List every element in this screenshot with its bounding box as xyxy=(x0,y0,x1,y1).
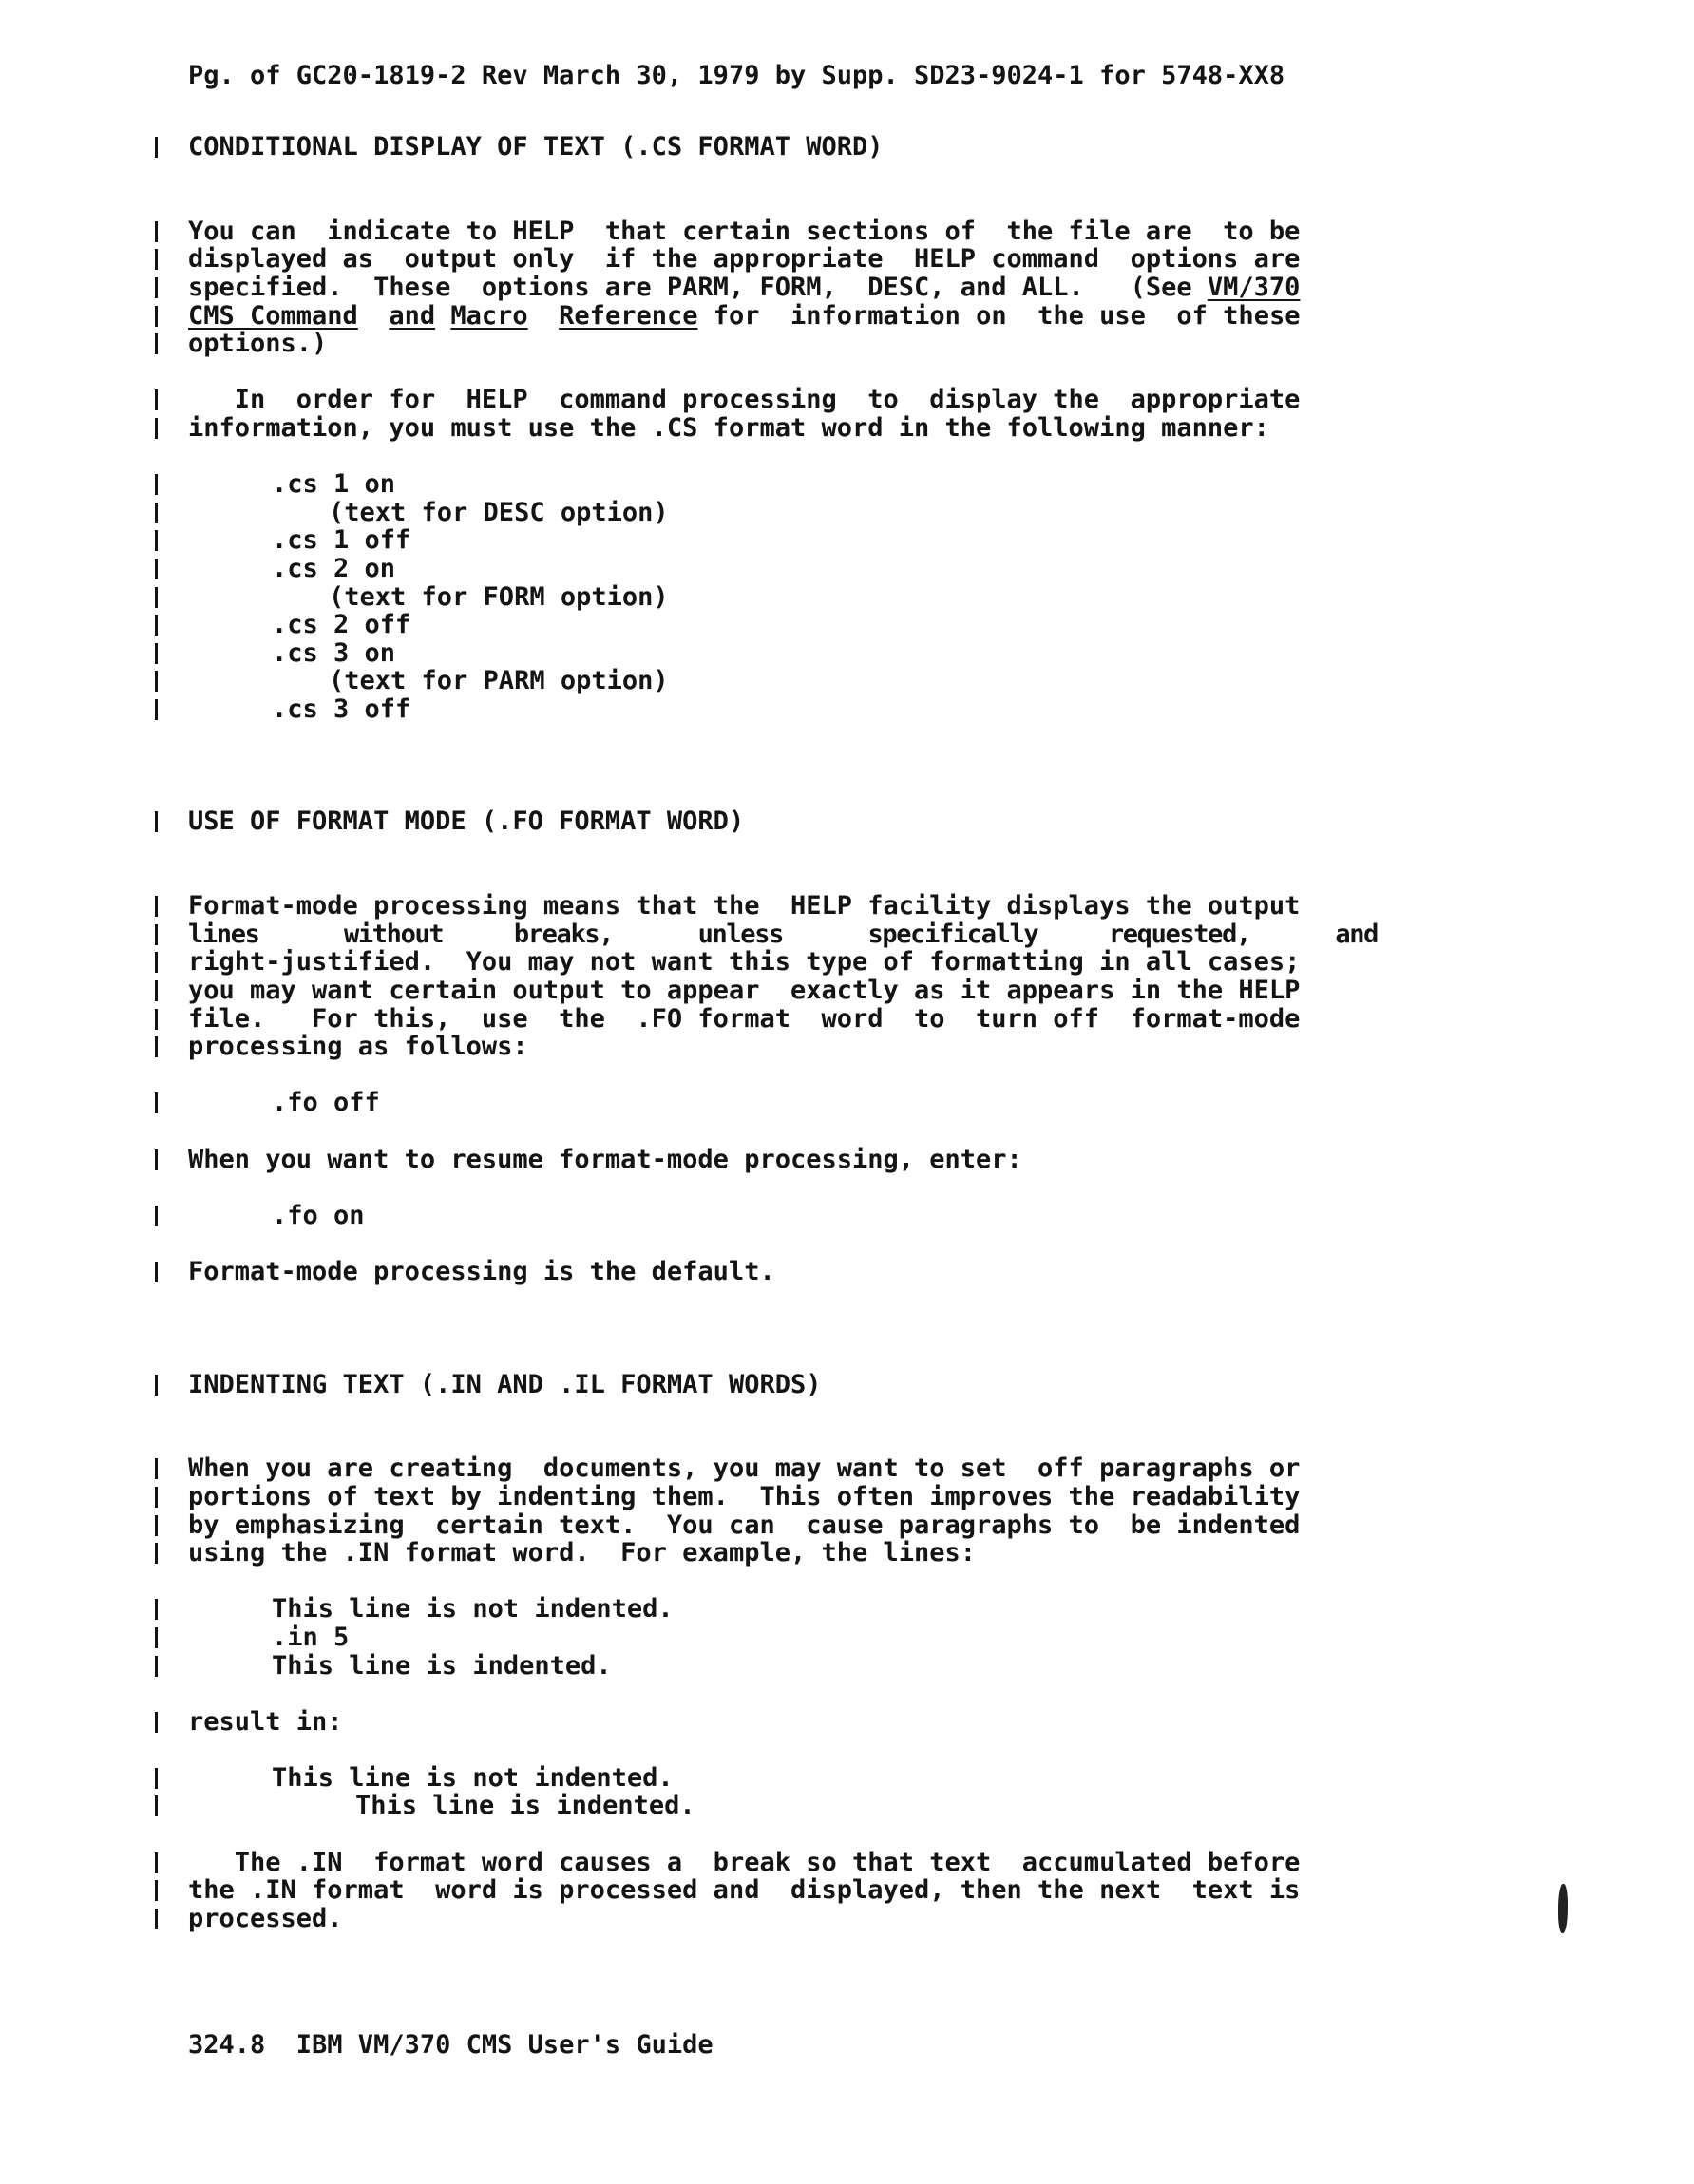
revision-bar xyxy=(155,1712,158,1733)
section-heading: USE OF FORMAT MODE (.FO FORMAT WORD) xyxy=(188,807,745,837)
paragraph-line: you may want certain output to appear exactly as it appears in the HELP xyxy=(188,976,1301,1006)
paragraph-line: Format-mode processing means that the HELP facility displays the output xyxy=(188,891,1301,921)
code-line: .fo off xyxy=(272,1088,380,1118)
revision-bar xyxy=(155,221,158,242)
revision-bar xyxy=(155,980,158,1001)
code-line: .cs 2 on xyxy=(272,553,396,583)
revision-bar xyxy=(155,1656,158,1677)
code-line: .cs 1 off xyxy=(272,525,411,556)
paragraph-line: processing as follows: xyxy=(188,1032,528,1062)
code-line: This line is indented. xyxy=(355,1791,695,1821)
code-line: .cs 3 off xyxy=(272,693,411,724)
revision-bar xyxy=(155,1880,158,1901)
manual-reference: VM/370 xyxy=(1207,272,1301,302)
paragraph-line: file. For this, use the .FO format word to turn off format-mode xyxy=(188,1003,1301,1034)
section-indenting-text xyxy=(155,1371,1409,1933)
revision-bar xyxy=(155,1458,158,1479)
paragraph-line: lines without breaks, unless specifically requested, and xyxy=(188,919,1379,949)
revision-bar xyxy=(155,333,158,354)
code-line: This line is not indented. xyxy=(272,1594,674,1624)
page-header: Pg. of GC20-1819-2 Rev March 30, 1979 by Supp. SD23-9024-1 for 5748-XX8 xyxy=(188,61,1285,90)
revision-bar xyxy=(155,1092,158,1113)
code-line: .cs 3 on xyxy=(272,637,396,668)
section-conditional-display xyxy=(155,133,1409,723)
paragraph-line: When you want to resume format-mode processing, enter: xyxy=(188,1144,1022,1174)
revision-bar xyxy=(155,1768,158,1789)
revision-bar xyxy=(155,530,158,551)
revision-bar xyxy=(155,1375,158,1396)
paragraph-text: for information on the use of these xyxy=(713,300,1301,331)
section-heading: CONDITIONAL DISPLAY OF TEXT (.CS FORMAT WORD) xyxy=(188,132,884,161)
paragraph-line: options.) xyxy=(188,329,328,359)
paragraph-line: information, you must use the .CS format word in the following manner: xyxy=(188,412,1269,443)
paragraph-line: displayed as output only if the appropriate HELP command options are xyxy=(188,244,1301,275)
revision-bar xyxy=(155,1627,158,1648)
revision-bar xyxy=(155,474,158,495)
revision-bar xyxy=(155,952,158,973)
revision-bar xyxy=(155,924,158,945)
paragraph-line: The .IN format word causes a break so that text accumulated before xyxy=(188,1847,1301,1877)
revision-bar xyxy=(155,249,158,270)
manual-reference: CMS Command xyxy=(188,300,358,331)
code-line: .fo on xyxy=(272,1200,365,1230)
code-line: This line is not indented. xyxy=(272,1762,674,1793)
revision-bar xyxy=(155,1009,158,1030)
paragraph-line: right-justified. You may not want this type of formatting in all cases; xyxy=(188,947,1301,978)
paragraph-line: using the .IN format word. For example, the lines: xyxy=(188,1538,977,1568)
manual-reference: Reference xyxy=(559,300,698,331)
paragraph-line: Format-mode processing is the default. xyxy=(188,1256,775,1286)
paragraph-line xyxy=(188,274,1300,302)
paragraph-line: by emphasizing certain text. You can cause paragraphs to be indented xyxy=(188,1510,1301,1540)
revision-bar xyxy=(155,671,158,692)
revision-bar xyxy=(155,1149,158,1170)
paragraph-line: portions of text by indenting them. This often improves the readability xyxy=(188,1481,1301,1511)
revision-bar xyxy=(155,643,158,664)
manual-reference: and xyxy=(389,300,436,331)
code-line: .cs 2 off xyxy=(272,610,411,640)
revision-bar xyxy=(155,1599,158,1620)
paragraph-line: result in: xyxy=(188,1706,343,1737)
section-format-mode xyxy=(155,807,1409,1285)
revision-bar xyxy=(155,306,158,327)
revision-bar xyxy=(155,1852,158,1873)
paragraph-line: You can indicate to HELP that certain sections of the file are to be xyxy=(188,216,1301,246)
revision-bar xyxy=(155,699,158,720)
code-line: (text for FORM option) xyxy=(329,581,669,612)
paragraph-line: When you are creating documents, you may want to set off paragraphs or xyxy=(188,1453,1301,1484)
revision-bar xyxy=(155,277,158,298)
code-line: .cs 1 on xyxy=(272,469,396,500)
revision-bar xyxy=(155,615,158,636)
code-line: This line is indented. xyxy=(272,1650,612,1681)
revision-bar xyxy=(155,1543,158,1564)
revision-bar xyxy=(155,587,158,608)
document-body xyxy=(155,133,1409,1932)
ink-mark xyxy=(1558,1884,1568,1933)
revision-bar xyxy=(155,1909,158,1929)
revision-bar xyxy=(155,1795,158,1816)
revision-bar xyxy=(155,137,158,158)
revision-bar xyxy=(155,1206,158,1226)
section-heading: INDENTING TEXT (.IN AND .IL FORMAT WORDS) xyxy=(188,1369,822,1399)
revision-bar xyxy=(155,1515,158,1536)
page-footer: 324.8 IBM VM/370 CMS User's Guide xyxy=(188,2030,714,2060)
code-line: .in 5 xyxy=(272,1622,350,1652)
revision-bar xyxy=(155,389,158,410)
paragraph-line: In order for HELP command processing to display the appropriate xyxy=(188,385,1301,415)
manual-reference: Macro xyxy=(450,300,528,331)
paragraph-line xyxy=(188,302,1300,331)
revision-bar xyxy=(155,503,158,523)
paragraph-text: specified. These options are PARM, FORM, DESC, and ALL. (See xyxy=(188,272,1208,302)
revision-bar xyxy=(155,1262,158,1282)
paragraph-line: the .IN format word is processed and displayed, then the next text is xyxy=(188,1875,1301,1906)
revision-bar xyxy=(155,1036,158,1057)
revision-bar xyxy=(155,418,158,439)
revision-bar xyxy=(155,896,158,917)
revision-bar xyxy=(155,559,158,579)
paragraph-line: processed. xyxy=(188,1903,343,1933)
code-line: (text for PARM option) xyxy=(329,666,669,696)
code-line: (text for DESC option) xyxy=(329,497,669,527)
revision-bar xyxy=(155,1487,158,1508)
revision-bar xyxy=(155,811,158,832)
